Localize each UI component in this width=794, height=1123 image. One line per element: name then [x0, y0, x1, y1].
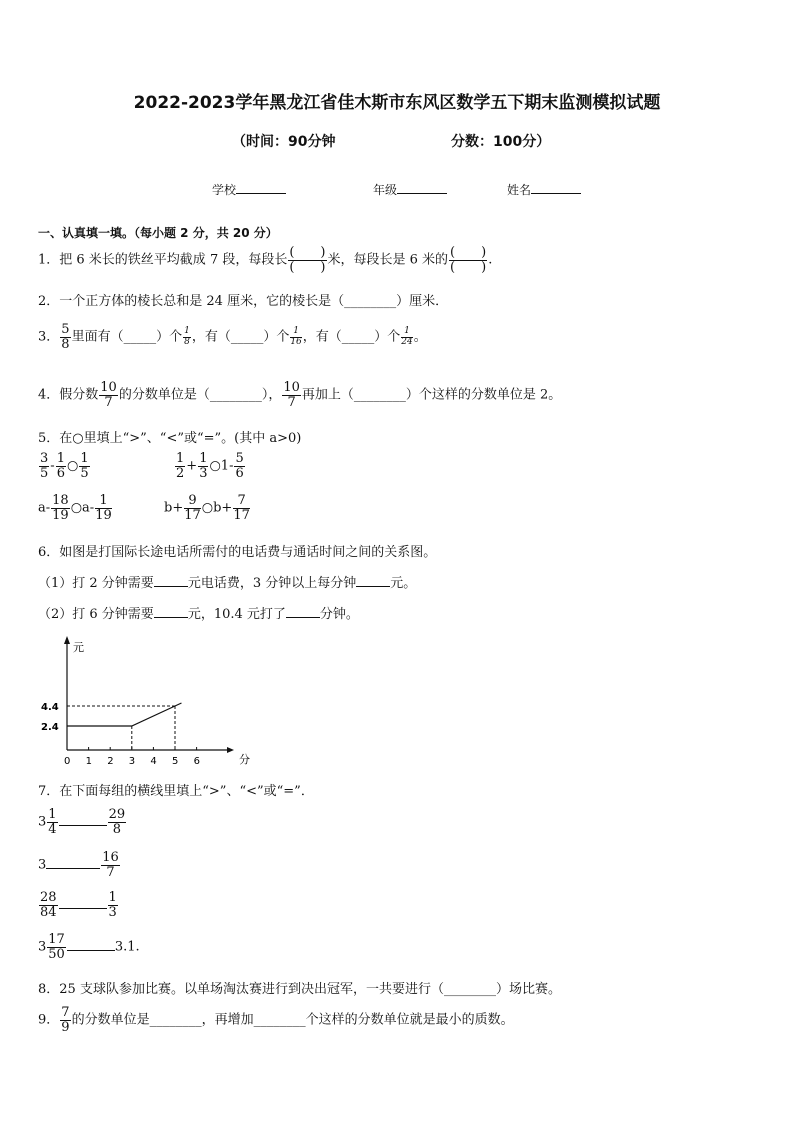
compare-row-1: 3 $\frac{1}{4}$ $\frac{29}{8}$ [38, 807, 126, 837]
x-tick-label: 1 [85, 756, 92, 767]
compare-row-4: 3 $\frac{17}{50}$ 3.1. [38, 932, 140, 962]
compare-row-3: $\frac{28}{84}$ $\frac{1}{3}$ [40, 890, 117, 920]
question-6: 6．如图是打国际长途电话所需付的电话费与通话时间之间的关系图。 [38, 545, 437, 560]
name-label: 姓名 [507, 183, 532, 197]
compare-expr-4: b+ $\frac{9}{17}$ ○b+ $\frac{7}{17}$ [164, 493, 250, 523]
question-8: 8．25 支球队参加比赛。以单场淘汰赛进行到决出冠军，一共要进行（________）场比赛。 [38, 982, 561, 997]
school-label: 学校 [212, 183, 237, 197]
question-2: 2．一个正方体的棱长总和是 24 厘米，它的棱长是（________）厘米． [38, 294, 449, 309]
question-6-part-1: （1）打 2 分钟需要 元电话费，3 分钟以上每分钟 元。 [38, 576, 417, 591]
question-4: 4．假分数 $\frac{10}{7}$ 的分数单位是（________）， $\frac{10}{7}$ 再加上（________）个这样的分数单位是 2。 [38, 380, 562, 410]
question-9: 9． $\frac{7}{9}$ 的分数单位是________，再增加________个这样的分数单位就是最小的质数。 [38, 1005, 514, 1035]
question-6-part-2: （2）打 6 分钟需要 元，10.4 元打了 分钟。 [38, 607, 359, 622]
y-tick-label: 4.4 [41, 702, 59, 713]
compare-circle[interactable]: ○1- [209, 458, 234, 474]
compare-circle[interactable]: ○b+ [201, 500, 233, 516]
answer-fraction-1[interactable]: $\frac{( )}{( )}$ [289, 245, 326, 275]
x-tick-label: 3 [128, 756, 136, 767]
answer-blank[interactable] [59, 908, 107, 909]
question-3: 3． $\frac{5}{8}$ 里面有（_____）个 $\frac{1}{8}$ ，有（_____）个 $\frac{1}{16}$ ，有（_____）个 $\frac{1}{24}$ 。 [38, 322, 427, 352]
answer-blank[interactable] [286, 617, 320, 618]
answer-blank[interactable] [46, 868, 100, 869]
y-axis-label: 元 [73, 641, 84, 654]
question-7: 7．在下面每组的横线里填上“>”、“<”或“=”． [38, 784, 314, 799]
x-tick-label: 2 [107, 756, 114, 767]
answer-blank[interactable] [154, 586, 188, 587]
compare-expr-3: a- $\frac{18}{19}$ ○a- $\frac{1}{19}$ [38, 493, 112, 523]
grade-label: 年级 [373, 183, 398, 197]
answer-blank[interactable] [356, 586, 390, 587]
x-axis-arrow [227, 747, 234, 753]
compare-circle[interactable]: ○a- [70, 500, 95, 516]
compare-circle[interactable]: ○ [66, 458, 79, 474]
school-field[interactable] [212, 181, 286, 198]
question-1: 1．把 6 米长的铁丝平均截成 7 段，每段长 $\frac{( )}{( )}$ 米，每段长是 6 米的 $\frac{( )}{( )}$ . [38, 245, 493, 275]
answer-blank[interactable] [67, 950, 115, 951]
compare-expr-1: $\frac{3}{5}$ - $\frac{1}{6}$ ○ $\frac{1}{5}$ [40, 451, 89, 481]
y-axis-arrow [64, 636, 70, 644]
page-title: 2022-2023学年黑龙江省佳木斯市东风区数学五下期末监测模拟试题 [133, 93, 661, 113]
phone-cost-chart [30, 630, 260, 770]
name-field[interactable] [507, 181, 581, 198]
answer-fraction-2[interactable]: $\frac{( )}{( )}$ [450, 245, 487, 275]
y-tick-label: 2.4 [41, 722, 59, 733]
question-5: 5．在○里填上“>”、“<”或“=”。(其中 a>0) [38, 431, 302, 446]
answer-blank[interactable] [59, 825, 107, 826]
compare-expr-2: $\frac{1}{2}$ + $\frac{1}{3}$ ○1- $\frac{5}{6}$ [176, 451, 244, 481]
exam-time: （时间：90分钟 [232, 134, 336, 150]
compare-row-2: 3 $\frac{16}{7}$ [38, 850, 119, 880]
x-axis-label: 分 [239, 753, 250, 766]
x-tick-label: 0 [64, 756, 71, 767]
x-tick-label: 5 [172, 756, 179, 767]
answer-blank[interactable] [154, 617, 188, 618]
x-tick-label: 4 [150, 756, 157, 767]
fraction: $\frac{5}{8}$ [61, 322, 70, 352]
x-tick-label: 6 [193, 756, 200, 767]
section-1-heading: 一、认真填一填。（每小题 2 分，共 20 分） [38, 226, 278, 240]
grade-field[interactable] [373, 181, 447, 198]
exam-score: 分数：100分） [451, 134, 551, 150]
